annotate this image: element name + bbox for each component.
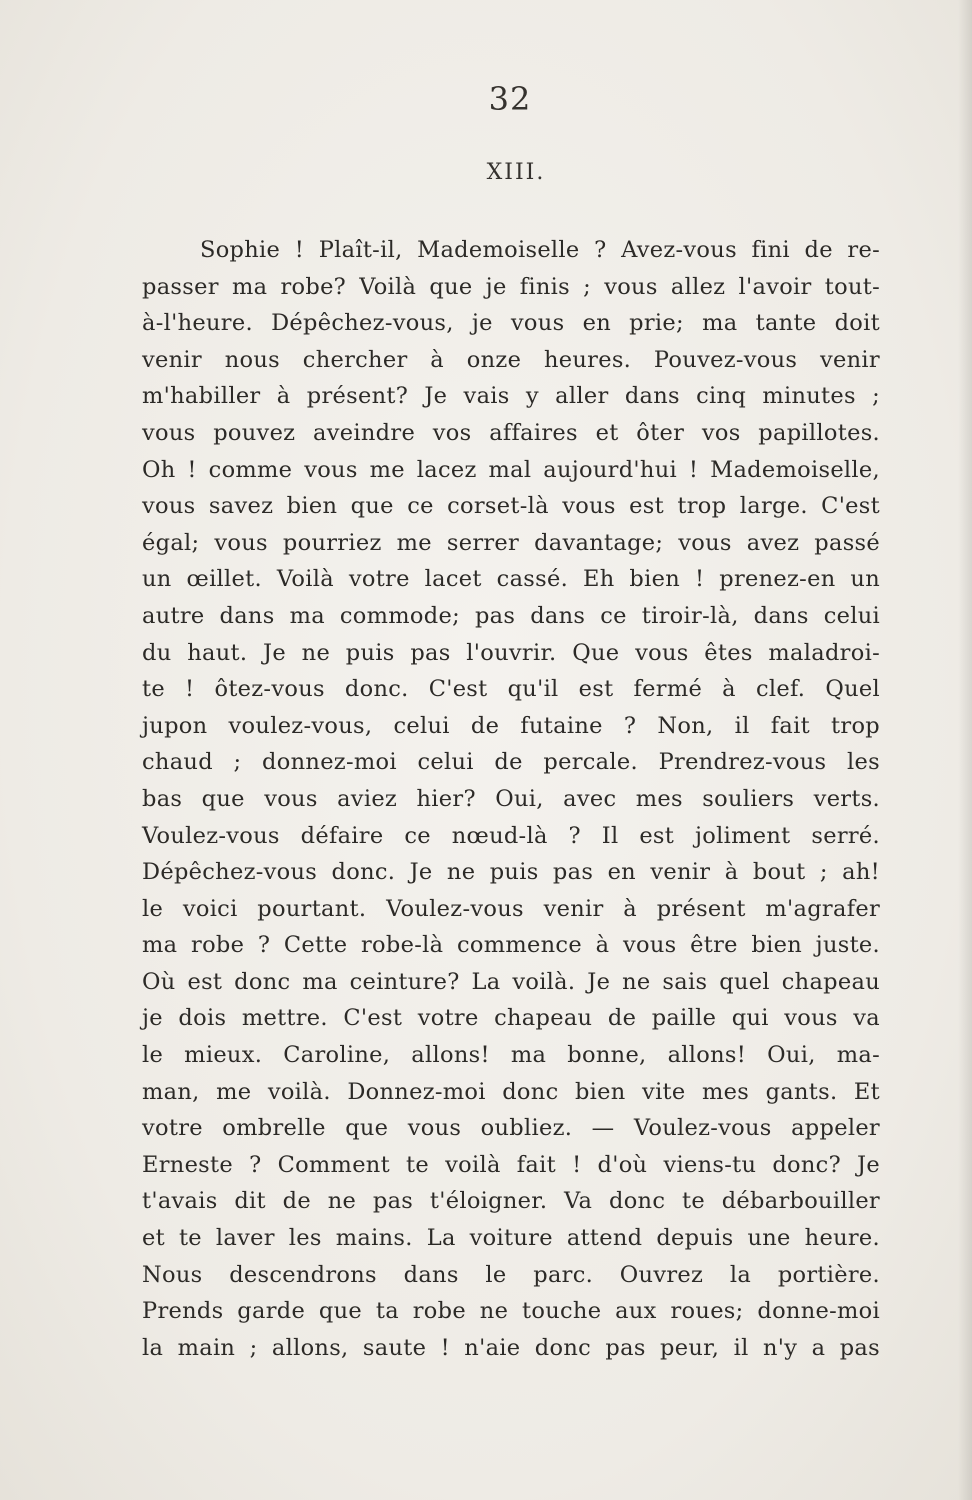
- text-line: Oh ! comme vous me lacez mal aujourd'hui ! Mademoiselle,: [142, 456, 880, 483]
- text-line: Voulez-vous défaire ce nœud-là ? Il est joliment serré.: [142, 822, 880, 849]
- text-line: jupon voulez-vous, celui de futaine ? Non, il fait trop: [142, 712, 880, 739]
- text-line: Dépêchez-vous donc. Je ne puis pas en venir à bout ; ah!: [142, 859, 880, 886]
- page-number: 32: [488, 80, 532, 118]
- text-line: Nous descendrons dans le parc. Ouvrez la portière.: [142, 1261, 880, 1288]
- text-line: m'habiller à présent? Je vais y aller dans cinq minutes ;: [142, 383, 880, 410]
- text-line: le mieux. Caroline, allons! ma bonne, allons! Oui, ma-: [142, 1042, 880, 1069]
- text-line: le voici pourtant. Voulez-vous venir à présent m'agrafer: [142, 895, 880, 922]
- body-text: [142, 232, 880, 1366]
- text-line: man, me voilà. Donnez-moi donc bien vite mes gants. Et: [142, 1078, 880, 1105]
- text-line: autre dans ma commode; pas dans ce tiroir-là, dans celui: [142, 602, 880, 629]
- page-edge-shadow: [958, 0, 972, 1500]
- text-line: un œillet. Voilà votre lacet cassé. Eh bien ! prenez-en un: [142, 566, 880, 593]
- text-line: Erneste ? Comment te voilà fait ! d'où viens-tu donc? Je: [142, 1151, 880, 1178]
- text-line: te ! ôtez-vous donc. C'est qu'il est fermé à clef. Quel: [142, 676, 880, 703]
- text-line: passer ma robe? Voilà que je finis ; vous allez l'avoir tout-: [142, 273, 880, 300]
- text-line: votre ombrelle que vous oubliez. — Voulez-vous appeler: [142, 1115, 880, 1142]
- text-line: t'avais dit de ne pas t'éloigner. Va donc te débarbouiller: [142, 1188, 880, 1215]
- text-line: à-l'heure. Dépêchez-vous, je vous en prie; ma tante doit: [142, 310, 880, 337]
- text-line: vous pouvez aveindre vos affaires et ôter vos papillotes.: [142, 419, 880, 446]
- text-line: vous savez bien que ce corset-là vous est trop large. C'est: [142, 493, 880, 520]
- text-line: Sophie ! Plaît-il, Mademoiselle ? Avez-vous fini de re-: [200, 237, 880, 263]
- text-line: bas que vous aviez hier? Oui, avec mes souliers verts.: [142, 785, 880, 812]
- text-line: et te laver les mains. La voiture attend depuis une heure.: [142, 1225, 880, 1252]
- text-line: Où est donc ma ceinture? La voilà. Je ne sais quel chapeau: [142, 968, 880, 995]
- text-line: chaud ; donnez-moi celui de percale. Prendrez-vous les: [142, 749, 880, 776]
- text-line: venir nous chercher à onze heures. Pouvez-vous venir: [142, 346, 880, 373]
- text-line: égal; vous pourriez me serrer davantage; vous avez passé: [142, 529, 880, 556]
- text-line: la main ; allons, saute ! n'aie donc pas peur, il n'y a pas: [142, 1334, 880, 1361]
- text-line: je dois mettre. C'est votre chapeau de paille qui vous va: [142, 1005, 880, 1032]
- chapter-heading: XIII.: [486, 160, 546, 185]
- text-line: du haut. Je ne puis pas l'ouvrir. Que vous êtes maladroi-: [142, 639, 880, 666]
- text-line: ma robe ? Cette robe-là commence à vous être bien juste.: [142, 932, 880, 959]
- text-line: Prends garde que ta robe ne touche aux roues; donne-moi: [142, 1298, 880, 1325]
